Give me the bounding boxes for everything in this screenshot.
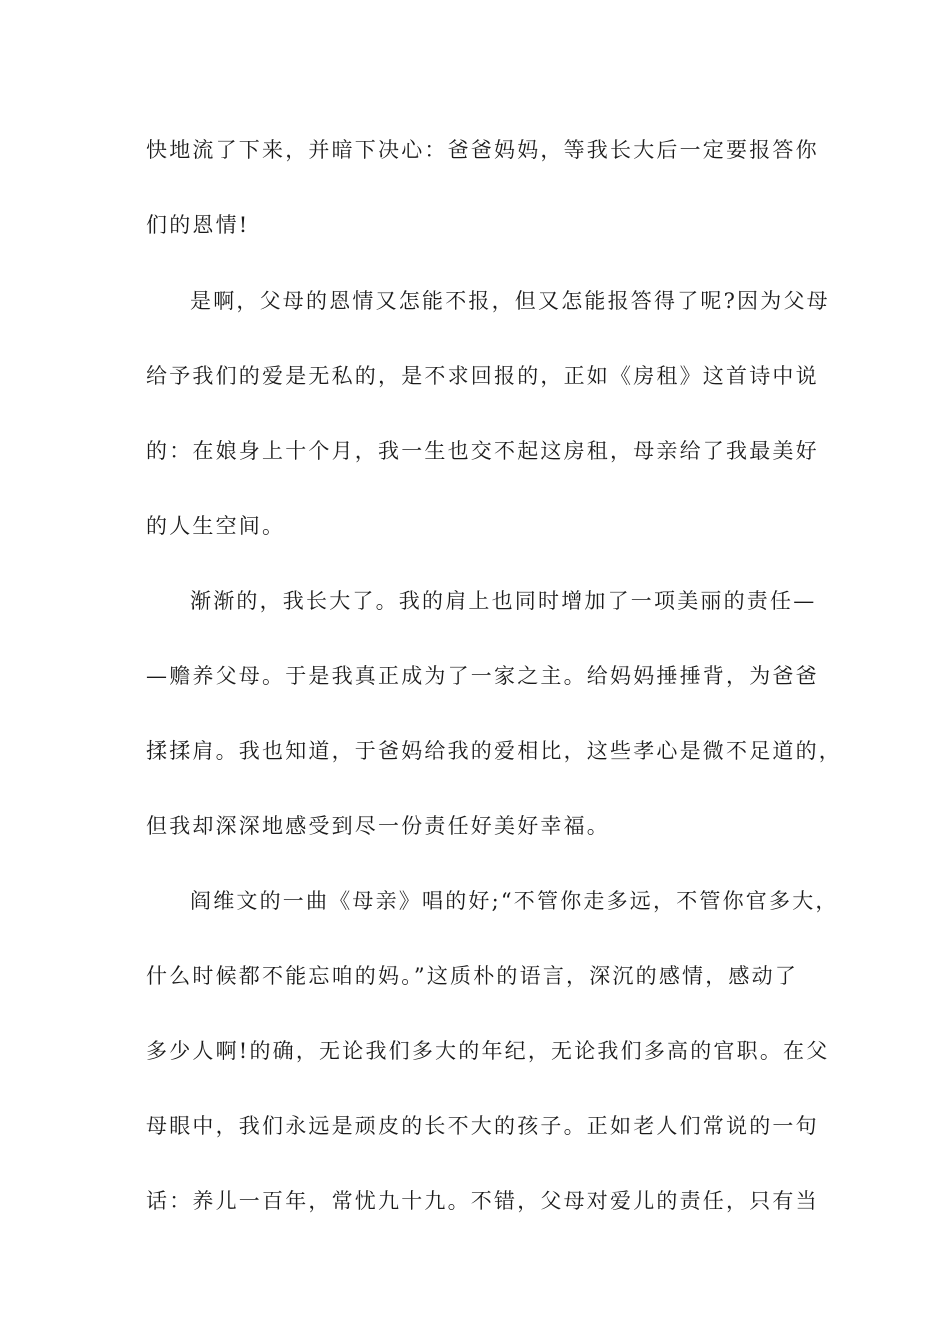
text-line: 母眼中，我们永远是顽皮的长不大的孩子。正如老人们常说的一句 <box>146 1114 819 1138</box>
text-line: 的人生空间。 <box>146 514 286 538</box>
text-line: 快地流了下来，并暗下决心：爸爸妈妈，等我长大后一定要报答你 <box>146 138 819 162</box>
paragraph-start: 阎维文的一曲《母亲》唱的好;“不管你走多远，不管你官多大， <box>190 889 839 913</box>
text-line: 揉揉肩。我也知道，于爸妈给我的爱相比，这些孝心是微不足道的， <box>146 739 842 763</box>
text-line: —赡养父母。于是我真正成为了一家之主。给妈妈捶捶背，为爸爸 <box>146 664 819 688</box>
text-line: 给予我们的爱是无私的，是不求回报的，正如《房租》这首诗中说 <box>146 364 819 388</box>
paragraph-start: 是啊，父母的恩情又怎能不报，但又怎能报答得了呢?因为父母 <box>190 289 830 313</box>
text-line: 们的恩情! <box>146 213 250 237</box>
paragraph-start: 渐渐的，我长大了。我的肩上也同时增加了一项美丽的责任— <box>190 589 817 613</box>
text-line: 多少人啊!的确，无论我们多大的年纪，无论我们多高的官职。在父 <box>146 1039 830 1063</box>
text-line: 话：养儿一百年，常忧九十九。不错，父母对爱儿的责任，只有当 <box>146 1189 819 1213</box>
text-line: 但我却深深地感受到尽一份责任好美好幸福。 <box>146 814 610 838</box>
text-line: 的：在娘身上十个月，我一生也交不起这房租，母亲给了我最美好 <box>146 439 819 463</box>
text-line: 什么时候都不能忘咱的妈。”这质朴的语言，深沉的感情，感动了 <box>146 964 799 988</box>
